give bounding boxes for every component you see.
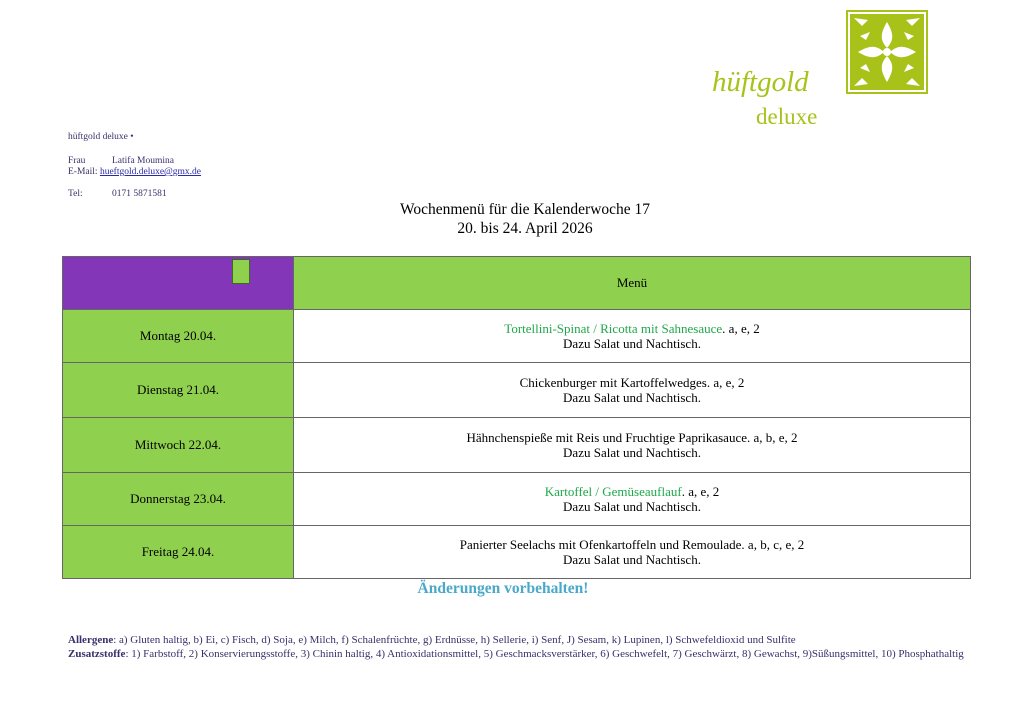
tel-row [68, 188, 167, 200]
dish-text: Chickenburger mit Kartoffelwedges. a, e, 2 [519, 375, 745, 390]
allergens-text: : a) Gluten haltig, b) Ei, c) Fisch, d) Soja, e) Milch, f) Schalenfrüchte, g) Erdnüsse, h) Sellerie, i) Senf, J) Sesam, k) Lupinen, l) Schwefeldioxid und Sulfite [113, 634, 796, 646]
email-label: E-Mail: [68, 167, 98, 177]
side-text: Dazu Salat und Nachtisch. [563, 390, 701, 405]
brand-name: hüftgold [712, 66, 809, 98]
table-row [63, 363, 971, 418]
corner-marker [232, 259, 250, 284]
additives-label: Zusatzstoffe [68, 648, 126, 660]
side-text: Dazu Salat und Nachtisch. [563, 499, 701, 514]
dish-text: Panierter Seelachs mit Ofenkartoffeln und Remoulade. a, b, c, e, 2 [459, 537, 805, 552]
dish-cell [294, 473, 971, 526]
dish-cell [294, 418, 971, 473]
brand-subtitle: deluxe [756, 104, 818, 129]
allergen-legend [68, 633, 968, 661]
day-cell: Montag 20.04. [63, 310, 294, 363]
table-row [63, 418, 971, 473]
menu-title: Wochenmenü für die Kalenderwoche 17 [399, 201, 651, 218]
side-text: Dazu Salat und Nachtisch. [563, 445, 701, 460]
dish-cell [294, 526, 971, 579]
dish-cell [294, 310, 971, 363]
header-corner-cell [63, 257, 294, 310]
additives-text: : 1) Farbstoff, 2) Konservierungsstoffe, 3) Chinin haltig, 4) Antioxidationsmittel, 5) Geschmacksverstärker, 6) Geschwefelt, 7) Geschwärzt, 8) Gewachst, 9)Süßungsmittel, 10) Phosphathaltig [125, 648, 964, 660]
dish-cell [294, 363, 971, 418]
weekly-menu-table [62, 256, 971, 579]
tel-number: 0171 5871581 [112, 189, 167, 199]
company-line: hüftgold deluxe • [68, 132, 134, 142]
dish-text: . a, e, 2 [681, 484, 720, 499]
day-cell: Dienstag 21.04. [63, 363, 294, 418]
menu-header: Menü [294, 257, 971, 310]
day-cell: Mittwoch 22.04. [63, 418, 294, 473]
day-cell: Freitag 24.04. [63, 526, 294, 579]
menu-date-range: 20. bis 24. April 2026 [457, 220, 593, 237]
dish-text: Hähnchenspieße mit Reis und Fruchtige Paprikasauce. a, b, e, 2 [466, 430, 798, 445]
dish-text: . a, e, 2 [722, 321, 760, 336]
side-text: Dazu Salat und Nachtisch. [563, 336, 701, 351]
hueftgold-logo-icon [846, 10, 928, 94]
table-header-row [63, 257, 971, 310]
table-row [63, 473, 971, 526]
tel-label: Tel: [68, 189, 83, 199]
table-row [63, 310, 971, 363]
side-text: Dazu Salat und Nachtisch. [563, 552, 701, 567]
table-row [63, 526, 971, 579]
salutation: Frau [68, 156, 86, 166]
dish-highlight: Tortellini-Spinat / Ricotta mit Sahnesauce [504, 321, 723, 336]
contact-name: Latifa Moumina [112, 156, 174, 166]
dish-highlight: Kartoffel / Gemüseauflauf [544, 484, 682, 499]
email-row [68, 166, 201, 178]
changes-notice: Änderungen vorbehalten! [417, 580, 589, 597]
email-link[interactable]: hueftgold.deluxe@gmx.de [99, 167, 202, 177]
day-cell: Donnerstag 23.04. [63, 473, 294, 526]
allergens-label: Allergene [68, 634, 114, 646]
